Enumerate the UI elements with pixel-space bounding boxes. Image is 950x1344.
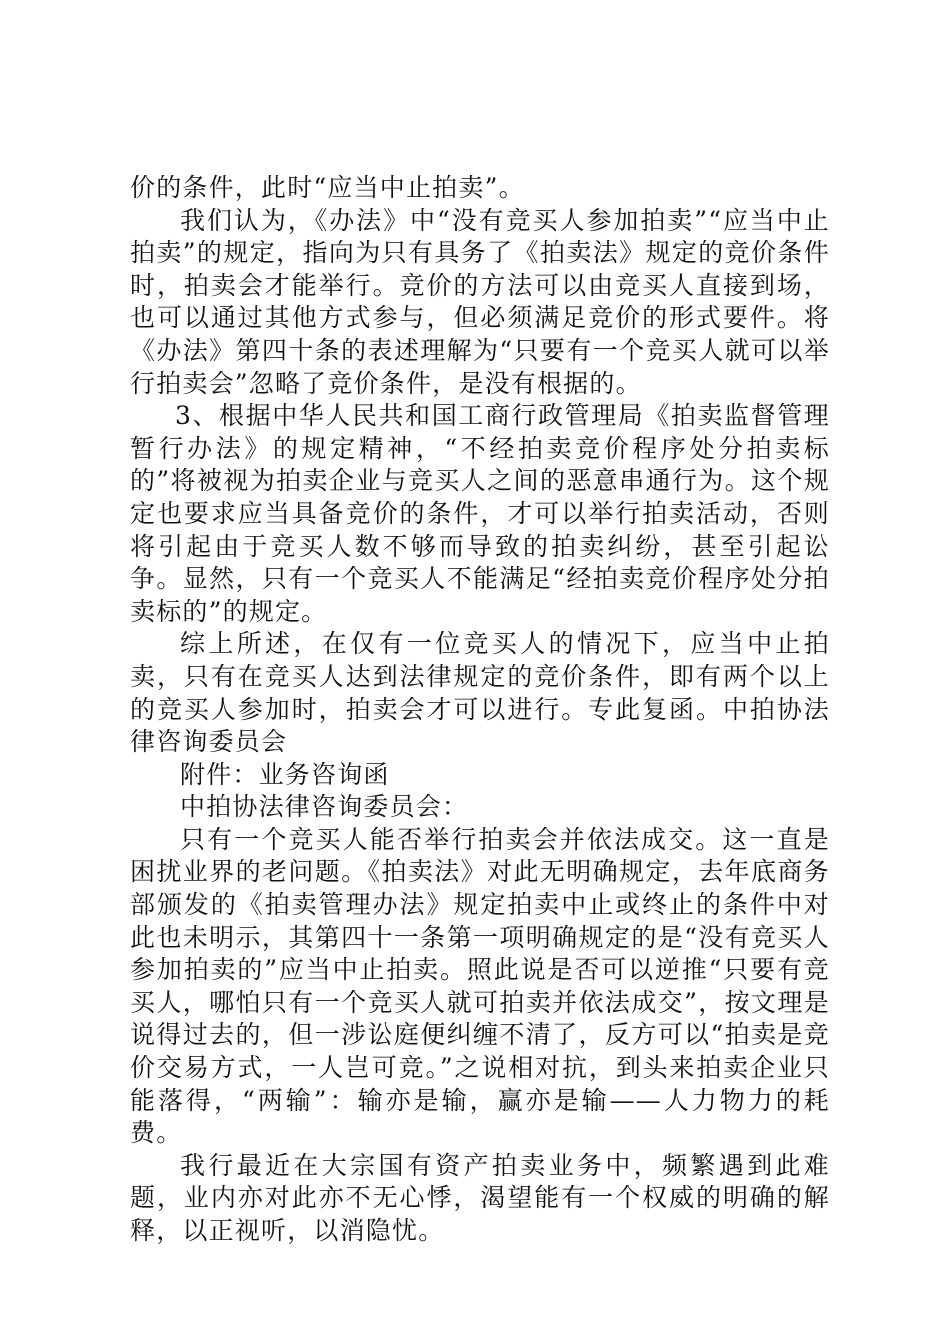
paragraph-2: 我们认为，《办法》中“没有竞买人参加拍卖”“应当中止拍卖”的规定，指向为只有具务了《拍卖法》规定的竞价条件时，拍卖会才能举行。竞价的方法可以由竞买人直接到场，也可以通过其他方式参与，但必须满足竞价的形式要件。将《办法》第四十条的表述理解为“只要有一个竞买人就可以举行拍卖会”忽略了竞价条件，是没有根据的。: [130, 205, 830, 398]
letter-salutation: 中拍协法律咨询委员会：: [180, 792, 469, 822]
paragraph-4: 综上所述，在仅有一位竞买人的情况下，应当中止拍卖，只有在竞买人达到法律规定的竞价条件，即有两个以上的竞买人参加时，拍卖会才可以进行。专此复函。中拍协法律咨询委员会: [130, 629, 830, 757]
document-body: [130, 172, 830, 1248]
attachment-heading: 附件：业务咨询函: [180, 759, 390, 789]
letter-paragraph-1: 只有一个竞买人能否举行拍卖会并依法成交。这一直是困扰业界的老问题。《拍卖法》对此无明确规定，去年底商务部颁发的《拍卖管理办法》规定拍卖中止或终止的条件中对此也未明示，其第四十一条第一项明确规定的是“没有竞买人参加拍卖的”应当中止拍卖。照此说是否可以逆推“只要有竞买人，哪怕只有一个竞买人就可拍卖并依法成交”，按文理是说得过去的，但一涉讼庭便纠缠不清了，反方可以“拍卖是竞价交易方式，一人岂可竞。”之说相对抗，到头来拍卖企业只能落得，“两输”：输亦是输，赢亦是输——人力物力的耗费。: [130, 824, 830, 1148]
paragraph-3: 3、根据中华人民共和国工商行政管理局《拍卖监督管理暂行办法》的规定精神，“不经拍卖竞价程序处分拍卖标的”将被视为拍卖企业与竞买人之间的恶意串通行为。这个规定也要求应当具备竞价的条件，才可以举行拍卖活动，否则将引起由于竞买人数不够而导致的拍卖纠纷，甚至引起讼争。显然，只有一个竞买人不能满足“经拍卖竞价程序处分拍卖标的”的规定。: [130, 401, 830, 626]
paragraph-1: 价的条件，此时“应当中止拍卖”。: [130, 173, 525, 202]
letter-paragraph-2: 我行最近在大宗国有资产拍卖业务中，频繁遇到此难题，业内亦对此亦不无心悸，渴望能有一个权威的明确的解释，以正视听，以消隐忧。: [130, 1150, 830, 1245]
